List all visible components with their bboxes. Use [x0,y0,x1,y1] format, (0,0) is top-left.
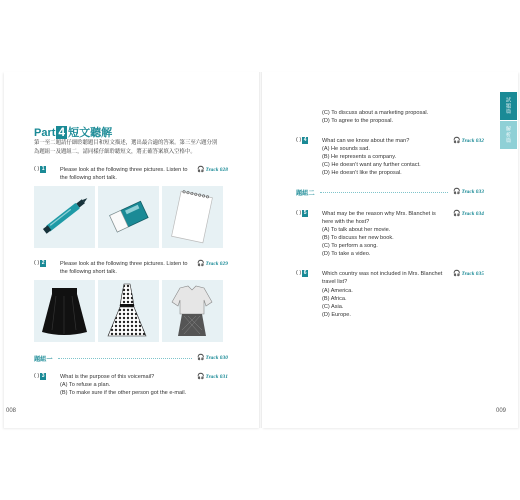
notepad-icon [162,186,223,248]
headphones-icon: 🎧 [453,138,461,144]
q4-option-a: (A) He sounds sad. [322,146,370,152]
q5-prompt-line2: here with the host? [322,219,370,225]
right-page-number: 009 [496,408,507,414]
q3-option-d: (D) To agree to the proposal. [322,118,394,124]
q1-prompt-line2: the following short talk. [60,175,117,181]
q2-number: 2 [41,260,45,266]
q3-number: 3 [41,373,45,379]
q6-option-c: (C) Asia. [322,304,344,310]
headphones-icon: 🎧 [453,271,461,277]
q1-image-marker[interactable] [34,186,95,248]
outfit-icon [162,280,223,342]
q3-option-c: (C) To discuss about a marketing proposal. [322,110,429,116]
q5-number: 5 [303,210,307,216]
q3-answer-bracket[interactable]: ( ) 3 [34,373,45,379]
q2-image-top-and-skirt[interactable] [162,280,223,342]
q6-option-b: (B) Africa. [322,296,347,302]
q2-prompt-line1: Please look at the following three pictures. Listen to [60,261,188,267]
q2-prompt-line2: the following short talk. [60,269,117,275]
q6-option-d: (D) Europe. [322,312,351,318]
q2-answer-bracket[interactable]: ( ) 2 [34,260,45,266]
group1-heading: 題組一 [34,356,53,363]
tab-questions[interactable]: 試題篇 [500,92,517,120]
group2-heading: 題組二 [296,190,315,197]
q3-track[interactable]: 🎧Track 031 [197,374,228,380]
eraser-icon [98,186,159,248]
headphones-icon: 🎧 [453,189,461,195]
q5-option-d: (D) To take a video. [322,251,371,257]
q4-option-d: (D) He doesn't like the proposal. [322,170,402,176]
q6-prompt-line1: Which country was not included in Mrs. Blanchet [322,271,443,277]
q5-option-c: (C) To perform a song. [322,243,378,249]
group1-track[interactable]: 🎧Track 030 [197,355,228,361]
q1-image-eraser[interactable] [98,186,159,248]
tab-explanations[interactable]: 解析篇 [500,121,517,149]
part-name: 短文聽解 [68,126,113,139]
headphones-icon: 🎧 [197,261,205,267]
headphones-icon: 🎧 [197,355,205,361]
q5-prompt-line1: What may be the reason why Mrs. Blanchet is [322,211,436,217]
q2-image-dress[interactable] [98,280,159,342]
intro-line-1: 第一至二題請仔細聆聽題目和短文描述，選出最合適的答案。第三至六題分別 [34,140,218,146]
q4-prompt: What can we know about the man? [322,138,410,144]
right-page [262,72,518,428]
q6-option-a: (A) America. [322,288,353,294]
q4-option-c: (C) He doesn't want any further contact. [322,162,421,168]
group2-divider [320,192,448,193]
q4-track[interactable]: 🎧Track 032 [453,138,484,144]
q6-answer-bracket[interactable]: ( ) 6 [296,270,307,276]
q4-number: 4 [303,137,307,143]
dress-icon [98,280,159,342]
q1-track[interactable]: 🎧Track 028 [197,167,228,173]
q4-option-b: (B) He represents a company. [322,154,397,160]
headphones-icon: 🎧 [453,211,461,217]
headphones-icon: 🎧 [197,167,205,173]
q6-prompt-line2: travel list? [322,279,348,285]
q3-prompt: What is the purpose of this voicemail? [60,374,155,380]
q5-answer-bracket[interactable]: ( ) 5 [296,210,307,216]
q6-track[interactable]: 🎧Track 035 [453,271,484,277]
intro-line-2: 為題組一及題組二，請同樣仔細聆聽短文，將正確答案填入空格中。 [34,149,196,155]
q6-number: 6 [303,270,307,276]
q1-answer-bracket[interactable]: ( ) 1 [34,166,45,172]
part-prefix: Part [34,127,56,139]
marker-pen-icon [34,186,95,248]
q3-option-a: (A) To refuse a plan. [60,382,111,388]
q2-image-skirt[interactable] [34,280,95,342]
q3-option-b: (B) To make sure if the other person got the e-mail. [60,390,187,396]
q1-image-notepad[interactable] [162,186,223,248]
q5-option-a: (A) To talk about her movie. [322,227,391,233]
q5-track[interactable]: 🎧Track 034 [453,211,484,217]
headphones-icon: 🎧 [197,374,205,380]
group1-divider [58,358,192,359]
q1-number: 1 [41,166,45,172]
group2-track[interactable]: 🎧Track 033 [453,189,484,195]
q2-track[interactable]: 🎧Track 029 [197,261,228,267]
part-title [34,124,112,140]
q4-answer-bracket[interactable]: ( ) 4 [296,137,307,143]
skirt-icon [34,280,95,342]
q1-prompt-line1: Please look at the following three pictures. Listen to [60,167,188,173]
q5-option-b: (B) To discuss her new book. [322,235,394,241]
part-number: 4 [58,125,66,139]
left-page-number: 008 [6,408,17,414]
